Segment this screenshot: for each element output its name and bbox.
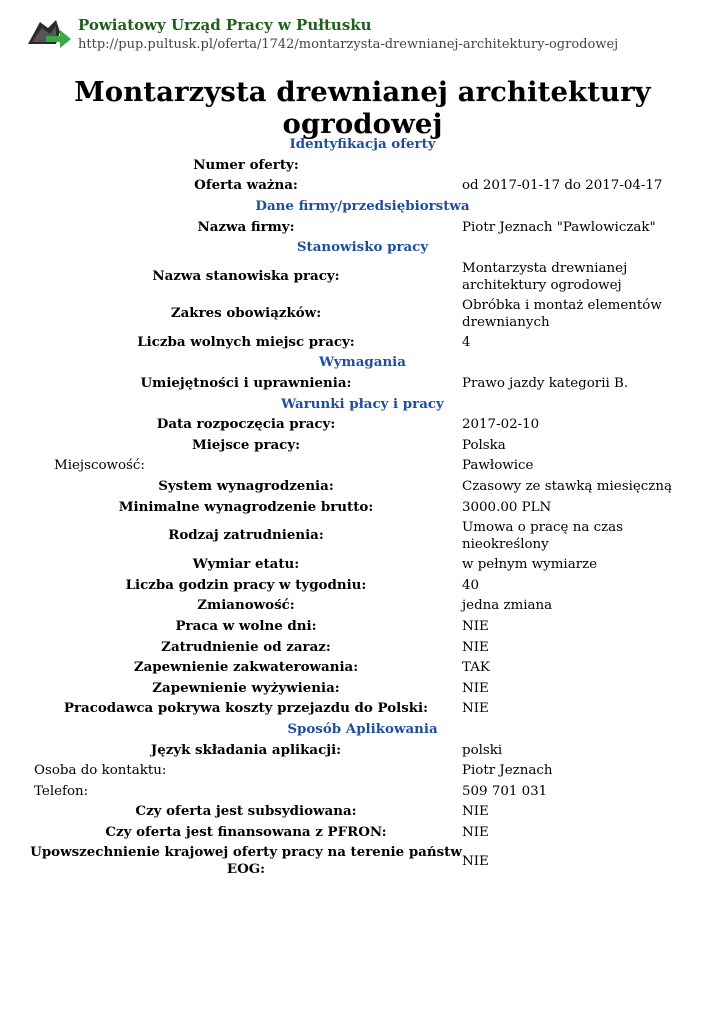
field-label: Miejsce pracy: xyxy=(191,436,301,453)
page-title: Montarzysta drewnianej architektury ogrodowej xyxy=(74,76,651,140)
site-url[interactable]: http://pup.pultusk.pl/oferta/1742/montarzysta-drewnianej-architektury-ogrodowej xyxy=(78,37,619,52)
table-row xyxy=(30,843,695,880)
section-header-row xyxy=(30,197,695,218)
table-row xyxy=(30,415,695,436)
section-title: Dane firmy/przedsiębiorstwa xyxy=(255,198,470,215)
field-value: NIE xyxy=(462,824,489,840)
table-row xyxy=(30,436,695,457)
section-title: Stanowisko pracy xyxy=(296,239,429,256)
table-row xyxy=(30,699,695,720)
field-label: Telefon: xyxy=(34,783,89,799)
table-row xyxy=(30,333,695,354)
field-value: polski xyxy=(462,742,503,758)
table-row xyxy=(30,156,695,177)
table-row xyxy=(30,596,695,617)
field-value: NIE xyxy=(462,853,489,869)
field-value: NIE xyxy=(462,804,489,820)
field-value: TAK xyxy=(462,660,490,676)
field-label: Czy oferta jest finansowana z PFRON: xyxy=(105,823,387,840)
table-row xyxy=(30,176,695,197)
field-value: NIE xyxy=(462,618,489,634)
section-header-row xyxy=(30,720,695,741)
table-row xyxy=(30,823,695,844)
field-label: Nazwa firmy: xyxy=(197,218,295,235)
section-header-row xyxy=(30,238,695,259)
field-label: Minimalne wynagrodzenie brutto: xyxy=(118,498,374,515)
field-label: Czy oferta jest subsydiowana: xyxy=(135,803,357,820)
section-title: Identyfikacja oferty xyxy=(289,136,436,153)
table-row xyxy=(30,658,695,679)
table-row xyxy=(30,456,695,477)
field-label: Zatrudnienie od zaraz: xyxy=(161,638,331,655)
field-label: Zmianowość: xyxy=(197,597,295,614)
field-value: NIE xyxy=(462,701,489,717)
table-row xyxy=(30,518,695,555)
table-row xyxy=(30,477,695,498)
field-value: 2017-02-10 xyxy=(462,417,540,433)
section-header-row xyxy=(30,394,695,415)
field-value: Obróbka i montaż elementów drewnianych xyxy=(462,297,662,330)
field-label: Zapewnienie zakwaterowania: xyxy=(133,659,359,676)
field-label: Wymiar etatu: xyxy=(192,556,300,573)
field-label: Liczba godzin pracy w tygodniu: xyxy=(125,576,367,593)
table-row xyxy=(30,217,695,238)
field-label: Numer oferty: xyxy=(193,156,299,173)
table-row xyxy=(30,374,695,395)
table-row xyxy=(30,637,695,658)
field-label: Zapewnienie wyżywienia: xyxy=(152,679,340,696)
field-label: Oferta ważna: xyxy=(194,177,298,194)
field-value: 40 xyxy=(462,577,480,593)
table-row xyxy=(30,781,695,802)
table-row xyxy=(30,497,695,518)
table-row xyxy=(30,617,695,638)
section-header-row xyxy=(30,353,695,374)
field-value: NIE xyxy=(462,639,489,655)
table-row xyxy=(30,555,695,576)
field-value: Umowa o pracę na czas nieokreślony xyxy=(462,519,623,552)
field-value: jedna zmiana xyxy=(462,598,553,614)
field-label: Pracodawca pokrywa koszty przejazdu do Polski: xyxy=(63,700,429,717)
field-value: w pełnym wymiarze xyxy=(462,557,598,573)
field-label: Liczba wolnych miejsc pracy: xyxy=(137,333,355,350)
field-label: Osoba do kontaktu: xyxy=(34,763,167,779)
header xyxy=(26,14,706,54)
field-value: Prawo jazdy kategorii B. xyxy=(462,376,629,392)
field-label: Upowszechnienie krajowej oferty pracy na terenie państw EOG: xyxy=(30,844,462,878)
field-value xyxy=(462,156,695,177)
field-label: Praca w wolne dni: xyxy=(175,617,317,634)
field-label: Zakres obowiązków: xyxy=(170,305,322,322)
field-value: Piotr Jeznach "Pawlowiczak" xyxy=(462,219,656,235)
site-name[interactable]: Powiatowy Urząd Pracy w Pułtusku xyxy=(78,16,372,34)
field-value: 4 xyxy=(462,334,471,350)
field-label: System wynagrodzenia: xyxy=(158,478,334,495)
field-value: Montarzysta drewnianej architektury ogrodowej xyxy=(462,260,628,293)
field-value: Pawłowice xyxy=(462,458,534,474)
table-row xyxy=(30,259,695,296)
section-header-row xyxy=(30,135,695,156)
logo-arrow-icon xyxy=(26,18,72,50)
field-label: Nazwa stanowiska pracy: xyxy=(152,268,340,285)
table-row xyxy=(30,296,695,333)
field-label: Rodzaj zatrudnienia: xyxy=(168,527,324,544)
section-title: Wymagania xyxy=(319,354,406,371)
section-title: Sposób Aplikowania xyxy=(287,720,438,737)
offer-table xyxy=(30,135,695,880)
table-row xyxy=(30,678,695,699)
field-value: Polska xyxy=(462,437,506,453)
field-value: 509 701 031 xyxy=(462,783,548,799)
field-label: Język składania aplikacji: xyxy=(150,741,342,758)
field-value: Czasowy ze stawką miesięczną xyxy=(462,479,672,495)
section-title: Warunki płacy i pracy xyxy=(281,395,444,412)
field-value: NIE xyxy=(462,680,489,696)
field-value: Piotr Jeznach xyxy=(462,763,553,779)
table-row xyxy=(30,740,695,761)
field-label: Miejscowość: xyxy=(54,458,145,474)
field-value: od 2017-01-17 do 2017-04-17 xyxy=(462,178,663,194)
field-label: Umiejętności i uprawnienia: xyxy=(140,375,352,392)
table-row xyxy=(30,802,695,823)
table-row xyxy=(30,761,695,782)
field-label: Data rozpoczęcia pracy: xyxy=(156,416,336,433)
table-row xyxy=(30,576,695,597)
field-value: 3000.00 PLN xyxy=(462,499,552,515)
